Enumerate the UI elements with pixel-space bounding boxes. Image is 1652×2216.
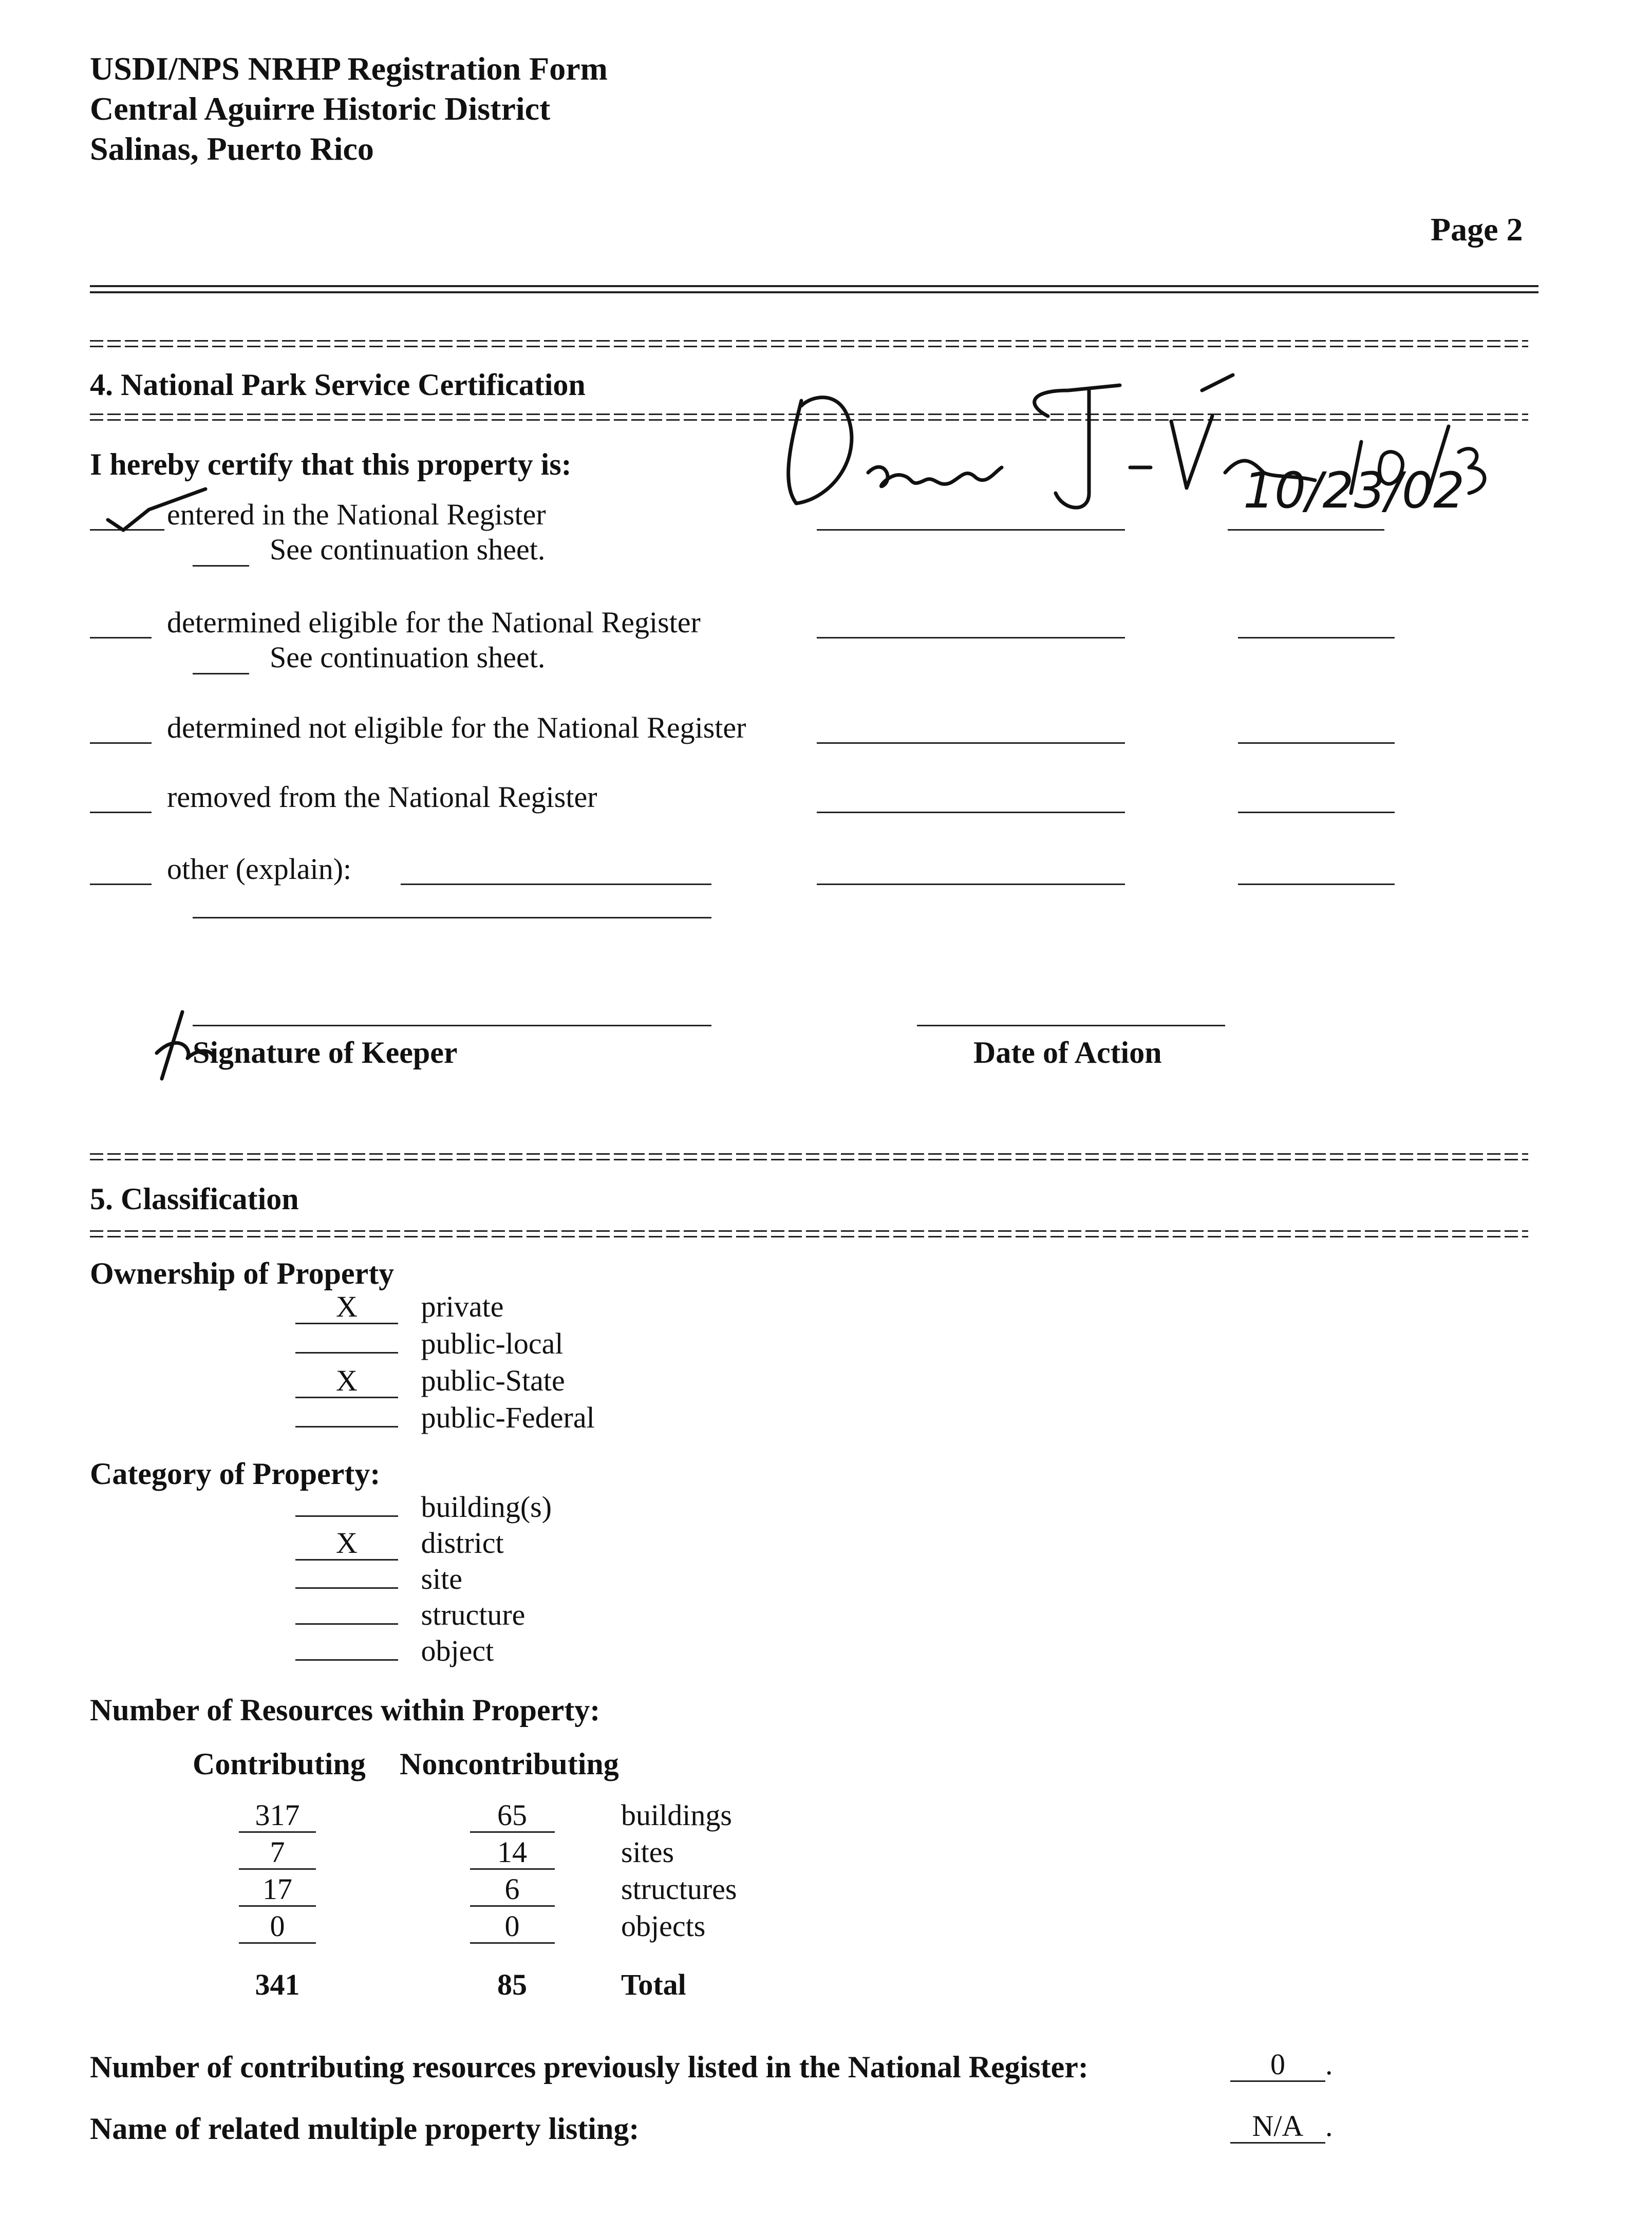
multiple-listing-value[interactable]: N/A	[1230, 2110, 1325, 2144]
date-line-not-eligible[interactable]	[1238, 742, 1395, 744]
noncontributing-value[interactable]: 14	[470, 1836, 555, 1870]
ownership-label: public-State	[421, 1364, 565, 1397]
resource-type: buildings	[621, 1798, 732, 1832]
noncontributing-value[interactable]: 65	[470, 1799, 555, 1833]
total-contributing: 341	[255, 1968, 300, 2001]
signature-line-removed[interactable]	[817, 812, 1125, 813]
previously-listed-label: Number of contributing resources previously listed in the National Register:	[90, 2050, 1088, 2084]
previously-listed-field[interactable]	[1230, 2047, 1333, 2082]
date-of-action-line[interactable]	[917, 1025, 1225, 1026]
eligible-continuation: See continuation sheet.	[270, 641, 546, 674]
other-check-line[interactable]	[90, 884, 152, 885]
form-title: USDI/NPS NRHP Registration Form	[90, 50, 608, 87]
category-mark[interactable]: X	[295, 1527, 398, 1561]
location: Salinas, Puerto Rico	[90, 130, 374, 167]
category-mark[interactable]	[295, 1623, 398, 1625]
resource-row	[239, 1872, 737, 1907]
noncontributing-value[interactable]: 0	[470, 1910, 555, 1944]
signature-line-eligible[interactable]	[817, 637, 1125, 638]
eligible-check-line[interactable]	[90, 637, 152, 638]
category-label: building(s)	[421, 1490, 552, 1524]
ownership-label: public-Federal	[421, 1401, 595, 1434]
resource-row	[239, 1909, 705, 1944]
contributing-value[interactable]: 7	[239, 1836, 316, 1870]
section4-title: 4. National Park Service Certification	[90, 368, 586, 402]
category-mark[interactable]	[295, 1659, 398, 1661]
ownership-mark[interactable]: X	[295, 1291, 398, 1324]
col-noncontributing: Noncontributing	[400, 1747, 619, 1781]
category-row[interactable]	[295, 1562, 462, 1597]
category-label: district	[421, 1526, 504, 1560]
ownership-label: public-local	[421, 1327, 564, 1360]
category-row[interactable]	[295, 1526, 504, 1561]
ownership-row[interactable]	[295, 1326, 564, 1361]
resource-type: structures	[621, 1872, 737, 1906]
ownership-mark[interactable]	[295, 1352, 398, 1354]
option-not-eligible: determined not eligible for the National Register	[167, 711, 746, 744]
resource-row	[239, 1798, 732, 1833]
total-row	[239, 1967, 686, 2002]
resources-title: Number of Resources within Property:	[90, 1693, 600, 1727]
total-label: Total	[621, 1968, 686, 2001]
category-label: site	[421, 1562, 463, 1595]
date-line-removed[interactable]	[1238, 812, 1395, 813]
other-explain-line-1[interactable]	[401, 884, 711, 885]
ownership-row[interactable]	[295, 1289, 504, 1324]
signature-date: 10/23/02	[1243, 462, 1465, 519]
total-noncontributing: 85	[497, 1968, 527, 2001]
other-explain-line-2[interactable]	[193, 917, 711, 918]
category-title: Category of Property:	[90, 1457, 381, 1491]
category-mark[interactable]	[295, 1587, 398, 1589]
section5-top-rule	[90, 1153, 1528, 1160]
category-row[interactable]	[295, 1633, 494, 1668]
date-line-entered[interactable]	[1228, 529, 1384, 531]
field-terminator: .	[1325, 2109, 1333, 2143]
previously-listed-value[interactable]: 0	[1230, 2049, 1325, 2082]
multiple-listing-field[interactable]	[1230, 2109, 1333, 2144]
option-removed: removed from the National Register	[167, 780, 597, 814]
col-contributing: Contributing	[193, 1747, 366, 1781]
ownership-title: Ownership of Property	[90, 1256, 395, 1290]
ownership-row[interactable]	[295, 1363, 565, 1398]
category-label: structure	[421, 1598, 525, 1631]
eligible-continuation-check[interactable]	[193, 673, 249, 674]
date-line-eligible[interactable]	[1238, 637, 1395, 638]
category-row[interactable]	[295, 1490, 552, 1525]
multiple-listing-label: Name of related multiple property listing:	[90, 2112, 640, 2146]
keeper-signature-line[interactable]	[193, 1025, 711, 1026]
header-rule	[90, 285, 1538, 293]
option-other: other (explain):	[167, 852, 352, 886]
certify-heading: I hereby certify that this property is:	[90, 447, 572, 481]
entered-continuation: See continuation sheet.	[270, 533, 546, 566]
signature-line-not-eligible[interactable]	[817, 742, 1125, 744]
ownership-mark[interactable]	[295, 1426, 398, 1428]
section4-top-rule	[90, 340, 1528, 347]
noncontributing-value[interactable]: 6	[470, 1873, 555, 1907]
removed-check-line[interactable]	[90, 812, 152, 813]
signature-line-other[interactable]	[817, 884, 1125, 885]
category-mark[interactable]	[295, 1515, 398, 1517]
category-row[interactable]	[295, 1598, 525, 1632]
ownership-row[interactable]	[295, 1400, 595, 1435]
option-eligible: determined eligible for the National Register	[167, 606, 701, 639]
option-entered: entered in the National Register	[167, 498, 546, 531]
field-terminator: .	[1325, 2048, 1333, 2081]
category-label: object	[421, 1634, 494, 1667]
ownership-label: private	[421, 1290, 504, 1323]
signature-of-keeper-label: Signature of Keeper	[193, 1036, 458, 1069]
not-eligible-check-line[interactable]	[90, 742, 152, 744]
section5-title: 5. Classification	[90, 1182, 299, 1216]
contributing-value[interactable]: 317	[239, 1799, 316, 1833]
contributing-value[interactable]: 0	[239, 1910, 316, 1944]
contributing-value[interactable]: 17	[239, 1873, 316, 1907]
date-line-other[interactable]	[1238, 884, 1395, 885]
resource-type: objects	[621, 1909, 706, 1943]
date-of-action-label: Date of Action	[973, 1036, 1162, 1069]
resource-row	[239, 1835, 674, 1870]
district-name: Central Aguirre Historic District	[90, 90, 551, 127]
resource-type: sites	[621, 1835, 674, 1869]
entered-continuation-check[interactable]	[193, 565, 249, 567]
section5-bottom-rule	[90, 1230, 1528, 1237]
ownership-mark[interactable]: X	[295, 1365, 398, 1398]
signature-line-entered[interactable]	[817, 529, 1125, 531]
page-number: Page 2	[1431, 211, 1523, 248]
